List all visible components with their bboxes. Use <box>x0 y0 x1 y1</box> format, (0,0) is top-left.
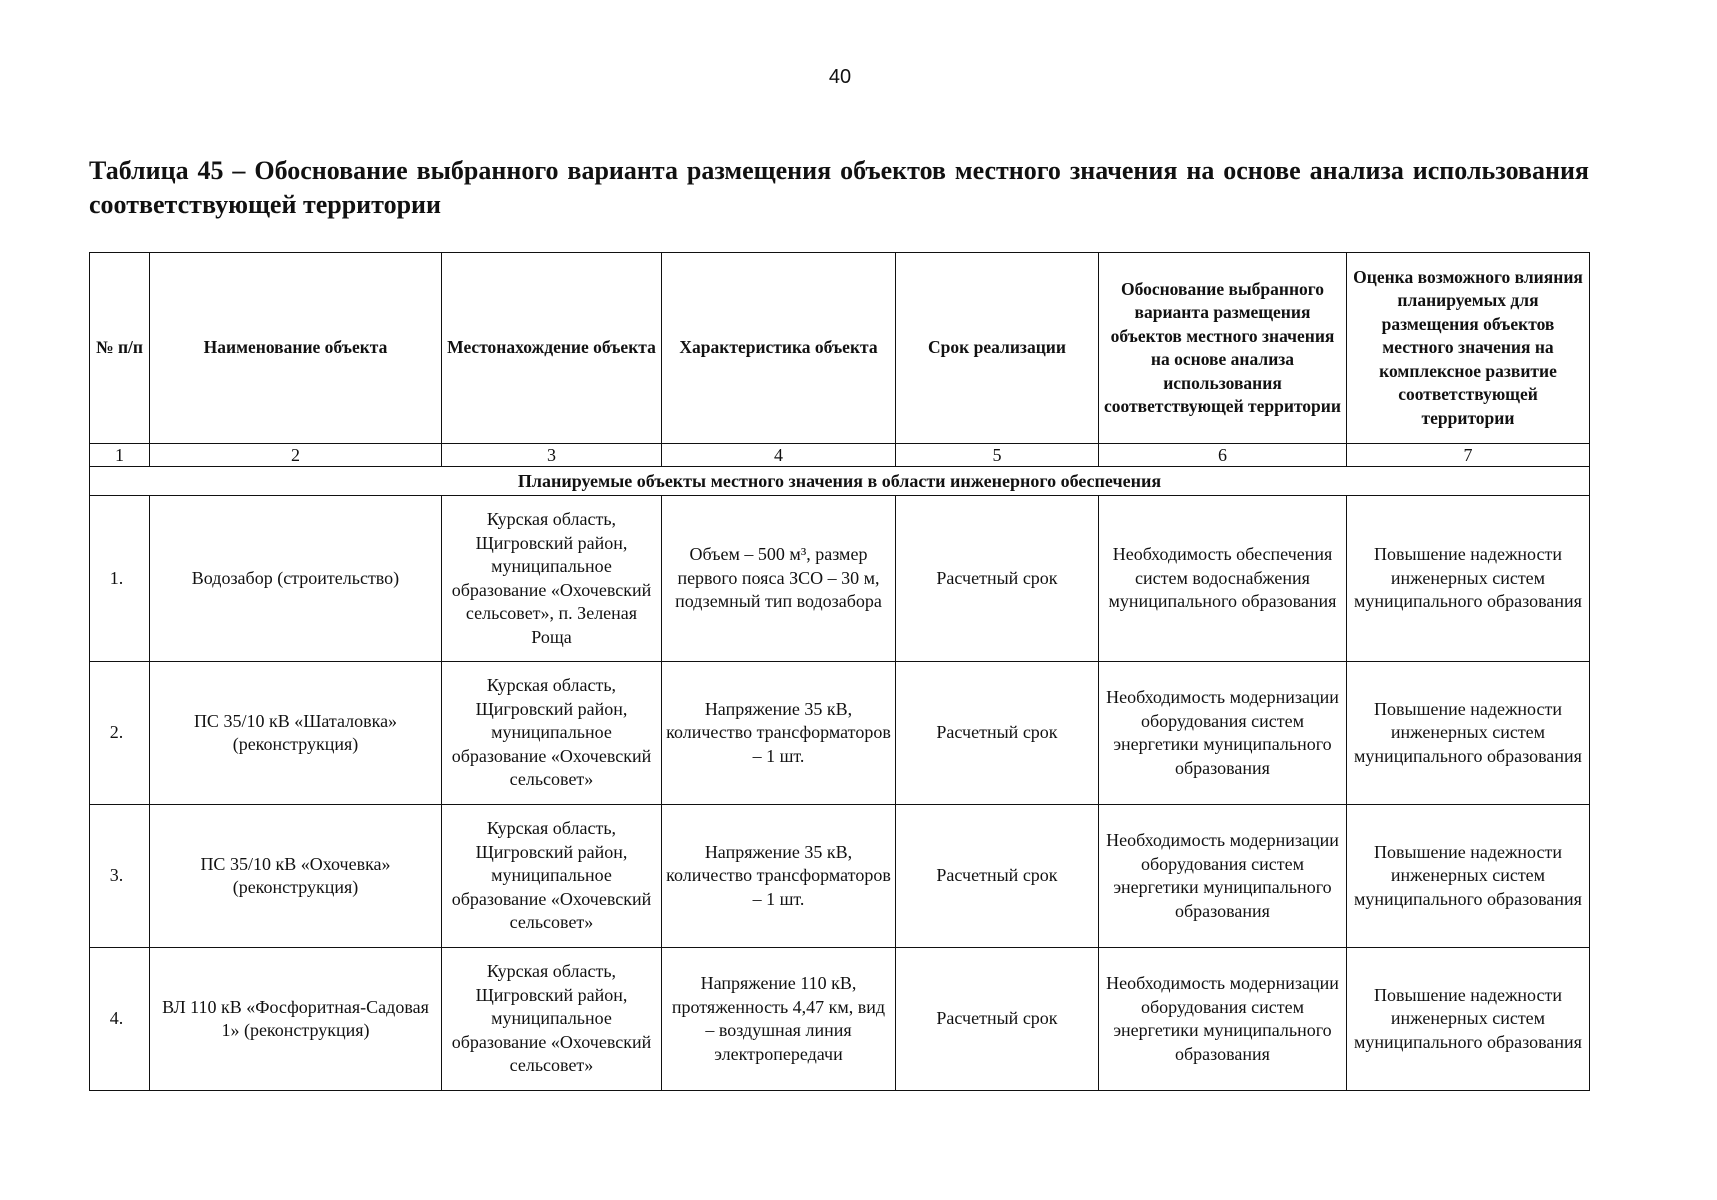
impact-cell: Повышение надежности инженерных систем муниципального образования <box>1347 948 1590 1091</box>
header-justification: Обоснование выбранного варианта размещения объектов местного значения на основе анализа использования соответствующей территории <box>1099 253 1347 444</box>
table-row <box>90 496 1590 662</box>
characteristic-cell: Напряжение 35 кВ, количество трансформаторов – 1 шт. <box>662 662 896 805</box>
justification-cell: Необходимость обеспечения систем водоснабжения муниципального образования <box>1099 496 1347 662</box>
term-cell: Расчетный срок <box>896 496 1099 662</box>
header-characteristic: Характеристика объекта <box>662 253 896 444</box>
column-number: 7 <box>1347 444 1590 467</box>
characteristic-cell: Напряжение 35 кВ, количество трансформаторов – 1 шт. <box>662 805 896 948</box>
impact-cell: Повышение надежности инженерных систем муниципального образования <box>1347 496 1590 662</box>
justification-cell: Необходимость модернизации оборудования систем энергетики муниципального образования <box>1099 662 1347 805</box>
term-cell: Расчетный срок <box>896 948 1099 1091</box>
table-row <box>90 662 1590 805</box>
location-cell: Курская область, Щигровский район, муниципальное образование «Охочевский сельсовет» <box>442 662 662 805</box>
page-number: 40 <box>828 66 852 88</box>
location-cell: Курская область, Щигровский район, муниципальное образование «Охочевский сельсовет», п. Зеленая Роща <box>442 496 662 662</box>
impact-cell: Повышение надежности инженерных систем муниципального образования <box>1347 662 1590 805</box>
table-row <box>90 948 1590 1091</box>
characteristic-cell: Объем – 500 м³, размер первого пояса ЗСО – 30 м, подземный тип водозабора <box>662 496 896 662</box>
column-number: 1 <box>90 444 150 467</box>
column-numbers-row <box>90 444 1590 467</box>
location-cell: Курская область, Щигровский район, муниципальное образование «Охочевский сельсовет» <box>442 948 662 1091</box>
planned-objects-table <box>89 252 1590 1091</box>
header-object-name: Наименование объекта <box>150 253 442 444</box>
object-name-cell: Водозабор (строительство) <box>150 496 442 662</box>
row-number: 4. <box>90 948 150 1091</box>
justification-cell: Необходимость модернизации оборудования систем энергетики муниципального образования <box>1099 948 1347 1091</box>
object-name-cell: ВЛ 110 кВ «Фосфоритная-Садовая 1» (реконструкция) <box>150 948 442 1091</box>
section-title: Планируемые объекты местного значения в области инженерного обеспечения <box>90 467 1590 496</box>
column-number: 5 <box>896 444 1099 467</box>
row-number: 2. <box>90 662 150 805</box>
row-number: 3. <box>90 805 150 948</box>
header-location: Местонахождение объекта <box>442 253 662 444</box>
object-name-cell: ПС 35/10 кВ «Охочевка» (реконструкция) <box>150 805 442 948</box>
table-caption: Таблица 45 – Обоснование выбранного варианта размещения объектов местного значения на основе анализа использования соответствующей территории <box>89 156 1589 219</box>
section-row <box>90 467 1590 496</box>
header-term: Срок реализации <box>896 253 1099 444</box>
impact-cell: Повышение надежности инженерных систем муниципального образования <box>1347 805 1590 948</box>
table-header-row <box>90 253 1590 444</box>
column-number: 4 <box>662 444 896 467</box>
table-row <box>90 805 1590 948</box>
header-impact: Оценка возможного влияния планируемых для размещения объектов местного значения на комплексное развитие соответствующей территории <box>1347 253 1590 444</box>
row-number: 1. <box>90 496 150 662</box>
column-number: 2 <box>150 444 442 467</box>
justification-cell: Необходимость модернизации оборудования систем энергетики муниципального образования <box>1099 805 1347 948</box>
term-cell: Расчетный срок <box>896 662 1099 805</box>
column-number: 6 <box>1099 444 1347 467</box>
object-name-cell: ПС 35/10 кВ «Шаталовка» (реконструкция) <box>150 662 442 805</box>
column-number: 3 <box>442 444 662 467</box>
header-number: № п/п <box>90 253 150 444</box>
term-cell: Расчетный срок <box>896 805 1099 948</box>
characteristic-cell: Напряжение 110 кВ, протяженность 4,47 км, вид – воздушная линия электропередачи <box>662 948 896 1091</box>
location-cell: Курская область, Щигровский район, муниципальное образование «Охочевский сельсовет» <box>442 805 662 948</box>
